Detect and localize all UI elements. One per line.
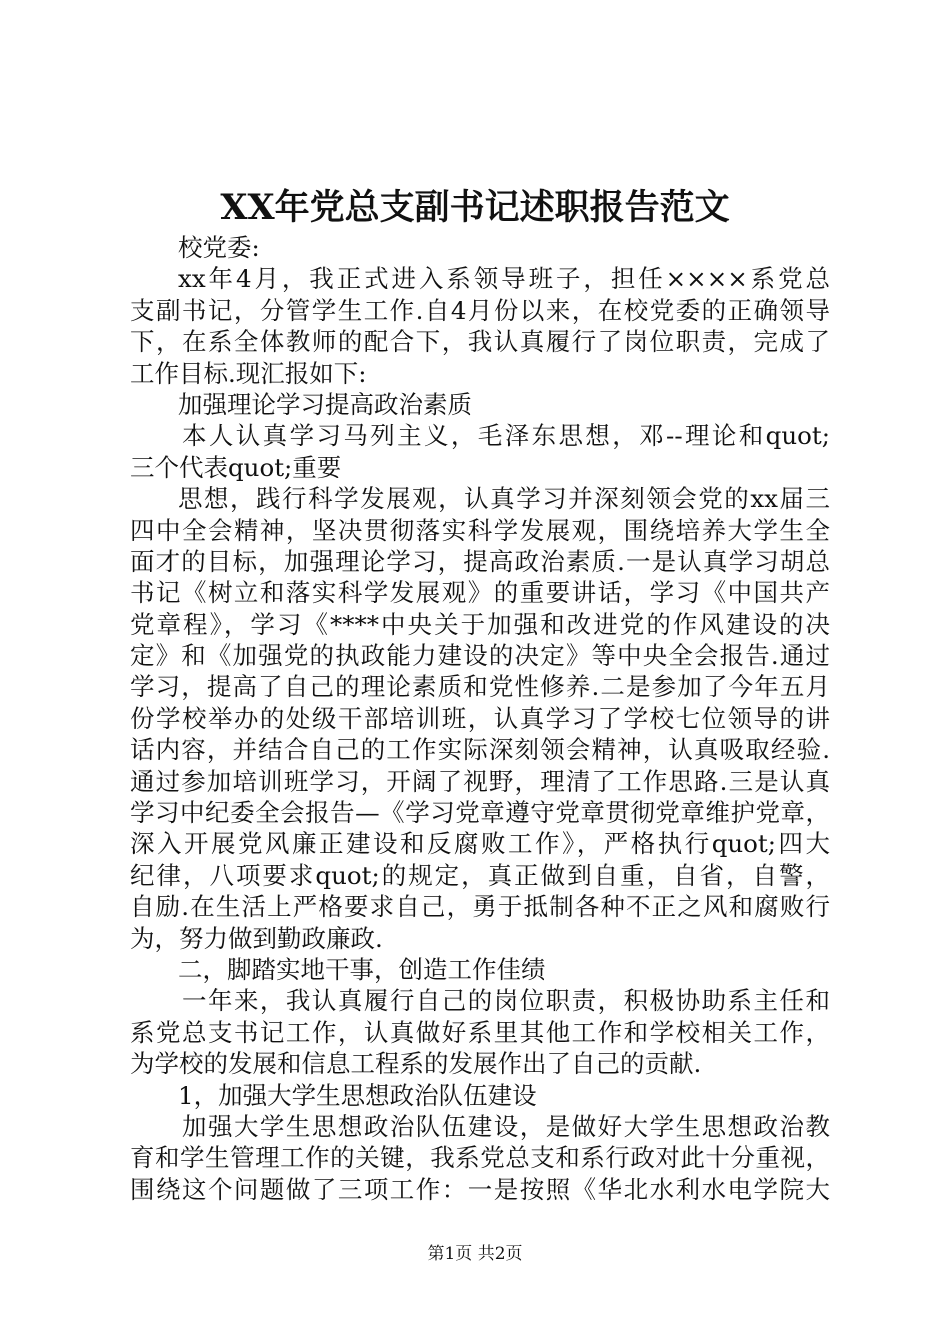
body-line: 加强大学生思想政治队伍建设，是做好大学生思想政治教 bbox=[182, 1111, 830, 1141]
body-line: 工作目标.现汇报如下: bbox=[130, 358, 367, 388]
document-title: XX年党总支副书记述职报告范文 bbox=[220, 187, 730, 228]
body-line: 深入开展党风廉正建设和反腐败工作》，严格执行quot;四大 bbox=[130, 829, 830, 859]
body-line: 自励.在生活上严格要求自己，勇于抵制各种不正之风和腐败行 bbox=[130, 892, 830, 922]
document-body bbox=[130, 232, 830, 1205]
body-line: 学习，提高了自己的理论素质和党性修养.二是参加了今年五月 bbox=[130, 672, 830, 702]
body-line: 党章程》，学习《****中央关于加强和改进党的作风建设的决 bbox=[130, 609, 830, 639]
body-line: 校党委: bbox=[178, 233, 260, 262]
body-line: 纪律，八项要求quot;的规定，真正做到自重，自省，自警， bbox=[130, 860, 830, 890]
body-line: 三个代表quot;重要 bbox=[130, 452, 342, 482]
body-line: 为学校的发展和信息工程系的发展作出了自己的贡献. bbox=[130, 1049, 702, 1079]
body-line: 二，脚踏实地干事，创造工作佳绩 bbox=[178, 954, 546, 984]
body-line: 育和学生管理工作的关键，我系党总支和系行政对此十分重视， bbox=[130, 1143, 830, 1173]
body-line: xx年4月，我正式进入系领导班子，担任××××系党总 bbox=[178, 264, 830, 294]
body-line: 话内容，并结合自己的工作实际深刻领会精神，认真吸取经验. bbox=[130, 735, 830, 765]
body-line: 下，在系全体教师的配合下，我认真履行了岗位职责，完成了 bbox=[130, 327, 830, 357]
body-line: 学习中纪委全会报告—《学习党章遵守党章贯彻党章维护党章， bbox=[130, 798, 830, 828]
body-line: 面才的目标，加强理论学习，提高政治素质.一是认真学习胡总 bbox=[130, 546, 830, 576]
body-line: 定》和《加强党的执政能力建设的决定》等中央全会报告.通过 bbox=[130, 641, 830, 671]
page-footer: 第1页 共2页 bbox=[427, 1244, 523, 1264]
body-line: 本人认真学习马列主义，毛泽东思想，邓--理论和quot; bbox=[182, 421, 830, 451]
body-line: 书记《树立和落实科学发展观》的重要讲话，学习《中国共产 bbox=[130, 578, 830, 608]
body-line: 为，努力做到勤政廉政. bbox=[130, 923, 383, 953]
body-line: 1，加强大学生思想政治队伍建设 bbox=[178, 1080, 537, 1110]
body-line: 一年来，我认真履行自己的岗位职责，积极协助系主任和 bbox=[182, 986, 830, 1016]
body-line: 系党总支书记工作，认真做好系里其他工作和学校相关工作， bbox=[130, 1017, 830, 1047]
body-line: 思想，践行科学发展观，认真学习并深刻领会党的xx届三 bbox=[178, 484, 830, 514]
body-line: 份学校举办的处级干部培训班，认真学习了学校七位领导的讲 bbox=[130, 703, 830, 733]
body-line: 四中全会精神，坚决贯彻落实科学发展观，围绕培养大学生全 bbox=[130, 515, 830, 545]
body-line: 支副书记，分管学生工作.自4月份以来，在校党委的正确领导 bbox=[130, 295, 830, 325]
body-line: 通过参加培训班学习，开阔了视野，理清了工作思路.三是认真 bbox=[130, 766, 830, 796]
body-line: 围绕这个问题做了三项工作：一是按照《华北水利水电学院大 bbox=[130, 1174, 830, 1204]
body-line: 加强理论学习提高政治素质 bbox=[178, 389, 472, 419]
